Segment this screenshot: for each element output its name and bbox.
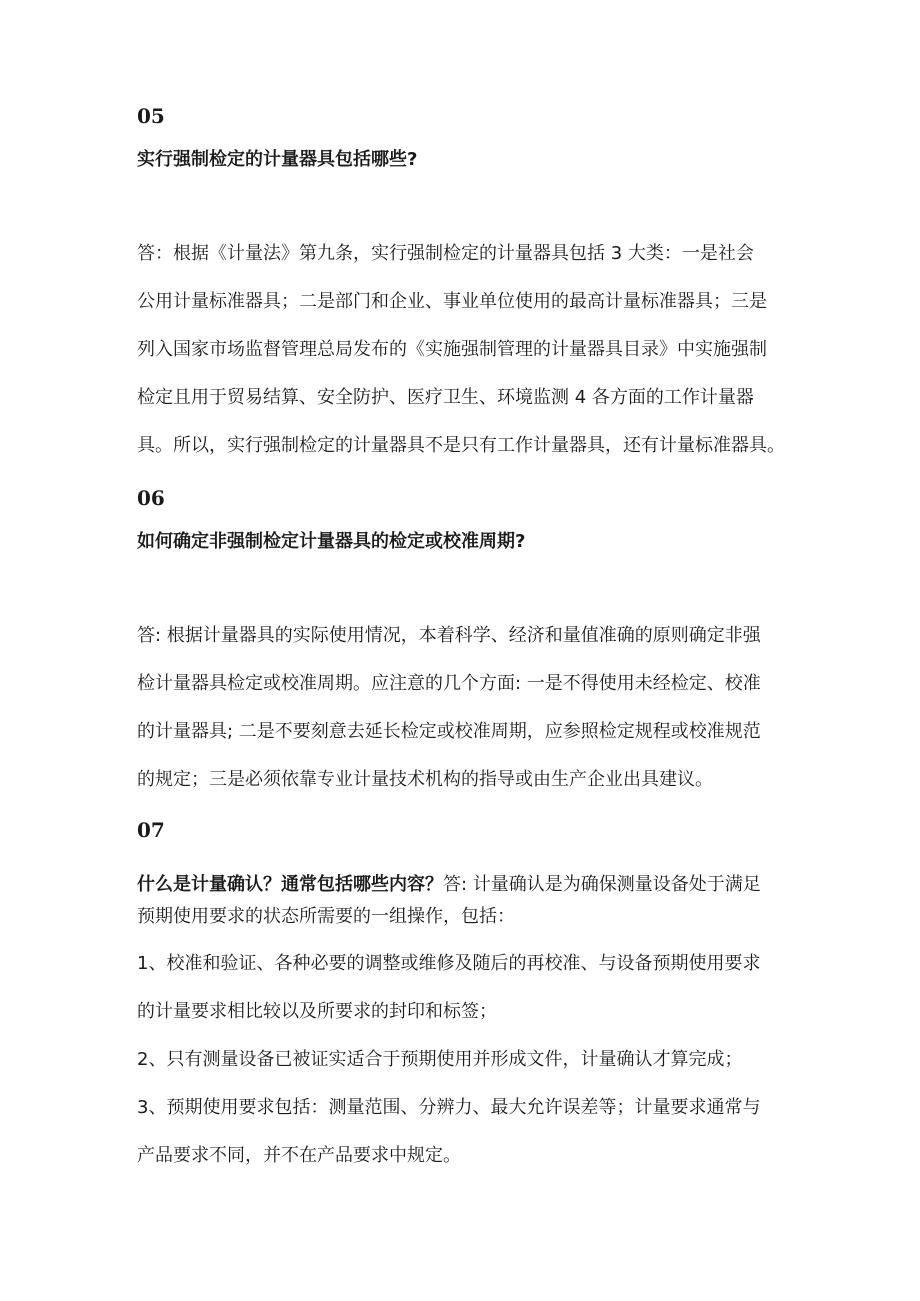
list-item-line: 3、预期使用要求包括：测量范围、分辨力、最大允许误差等；计量要求通常与	[137, 1097, 761, 1118]
list-item-line: 1、校准和验证、各种必要的调整或维修及随后的再校准、与设备预期使用要求	[137, 953, 761, 974]
answer-line: 具。所以，实行强制检定的计量器具不是只有工作计量器具，还有计量标准器具。	[137, 435, 785, 456]
section-question-answer	[137, 869, 787, 933]
answer-line: 答：根据《计量法》第九条，实行强制检定的计量器具包括 3 大类：一是社会	[137, 243, 754, 264]
section-number: 05	[137, 104, 165, 128]
list-item-line: 产品要求不同，并不在产品要求中规定。	[137, 1145, 461, 1166]
answer-line: 的计量器具; 二是不要刻意去延长检定或校准周期，应参照检定规程或校准规范	[137, 721, 761, 742]
section-answer	[137, 612, 787, 804]
answer-line: 公用计量标准器具；二是部门和企业、事业单位使用的最高计量标准器具；三是	[137, 291, 767, 312]
answer-line: 答: 根据计量器具的实际使用情况，本着科学、经济和量值准确的原则确定非强	[137, 625, 761, 646]
answer-line: 检计量器具检定或校准周期。应注意的几个方面: 一是不得使用未经检定、校准	[137, 673, 761, 694]
section-number: 07	[137, 818, 165, 842]
answer-line: 预期使用要求的状态所需要的一组操作，包括：	[137, 906, 515, 927]
section-question: 什么是计量确认？通常包括哪些内容？	[137, 874, 443, 895]
item-list	[137, 940, 787, 1180]
section-question: 如何确定非强制检定计量器具的检定或校准周期?	[137, 531, 526, 552]
section-answer	[137, 230, 787, 470]
answer-line: 检定且用于贸易结算、安全防护、医疗卫生、环境监测 4 各方面的工作计量器	[137, 387, 754, 408]
answer-line: 的规定；三是必须依靠专业计量技术机构的指导或由生产企业出具建议。	[137, 769, 713, 790]
section-question: 实行强制检定的计量器具包括哪些?	[137, 149, 418, 170]
answer-line: 列入国家市场监督管理总局发布的《实施强制管理的计量器具目录》中实施强制	[137, 339, 767, 360]
answer-inline: 答: 计量确认是为确保测量设备处于满足	[443, 874, 761, 895]
section-number: 06	[137, 486, 165, 510]
list-item-line: 的计量要求相比较以及所要求的封印和标签；	[137, 1001, 497, 1022]
list-item-line: 2、只有测量设备已被证实适合于预期使用并形成文件，计量确认才算完成；	[137, 1049, 743, 1070]
